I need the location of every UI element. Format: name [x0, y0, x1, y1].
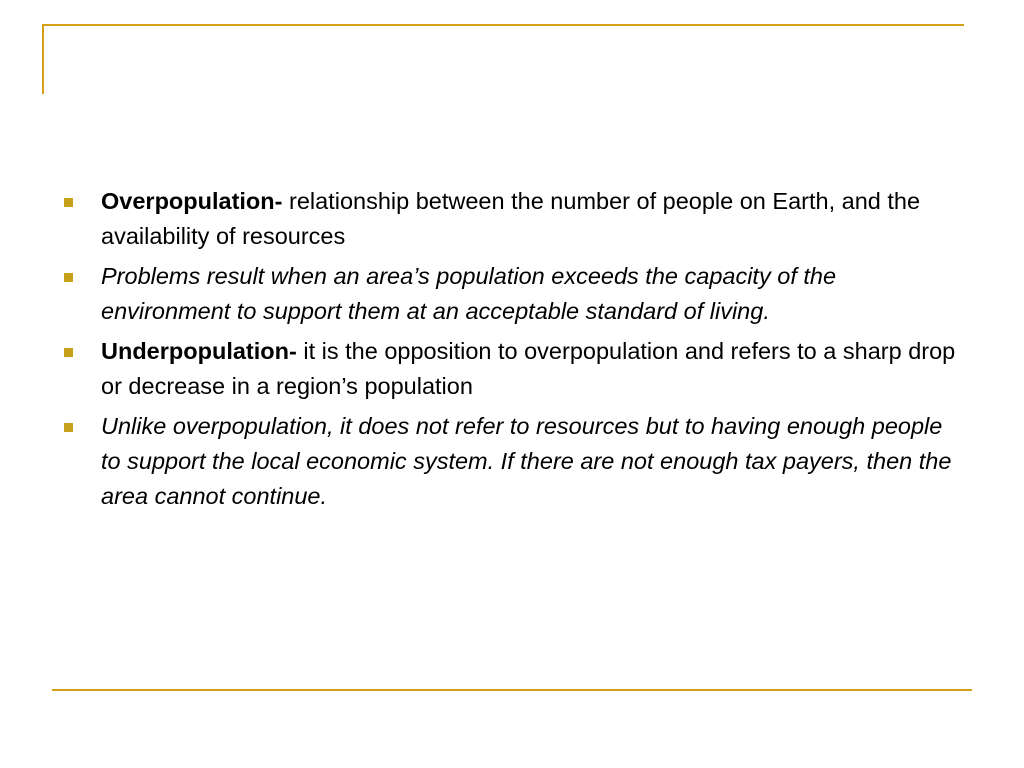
bullet-unlike	[62, 409, 962, 514]
term-overpopulation: Overpopulation-	[101, 188, 283, 214]
bottom-accent-line	[52, 689, 972, 691]
definition-underpopulation: it is the opposition to overpopulation and refers to a sharp drop or decrease in a region’s population	[101, 338, 956, 399]
term-underpopulation: Underpopulation-	[101, 338, 297, 364]
bullet-list	[62, 184, 962, 519]
square-bullet-icon	[64, 273, 73, 282]
left-accent-line	[42, 24, 44, 94]
square-bullet-icon	[64, 423, 73, 432]
definition-overpopulation: relationship between the number of people on Earth, and the availability of resources	[101, 188, 921, 249]
unlike-text: Unlike overpopulation, it does not refer to resources but to having enough people to support the local economic system. If there are not enough tax payers, then the area cannot continue.	[101, 413, 952, 509]
bullet-underpopulation	[62, 334, 962, 404]
problems-text: Problems result when an area’s population exceeds the capacity of the environment to support them at an acceptable standard of living.	[101, 263, 837, 324]
top-accent-line	[42, 24, 964, 26]
square-bullet-icon	[64, 348, 73, 357]
square-bullet-icon	[64, 198, 73, 207]
bullet-problems	[62, 259, 962, 329]
bullet-overpopulation	[62, 184, 962, 254]
